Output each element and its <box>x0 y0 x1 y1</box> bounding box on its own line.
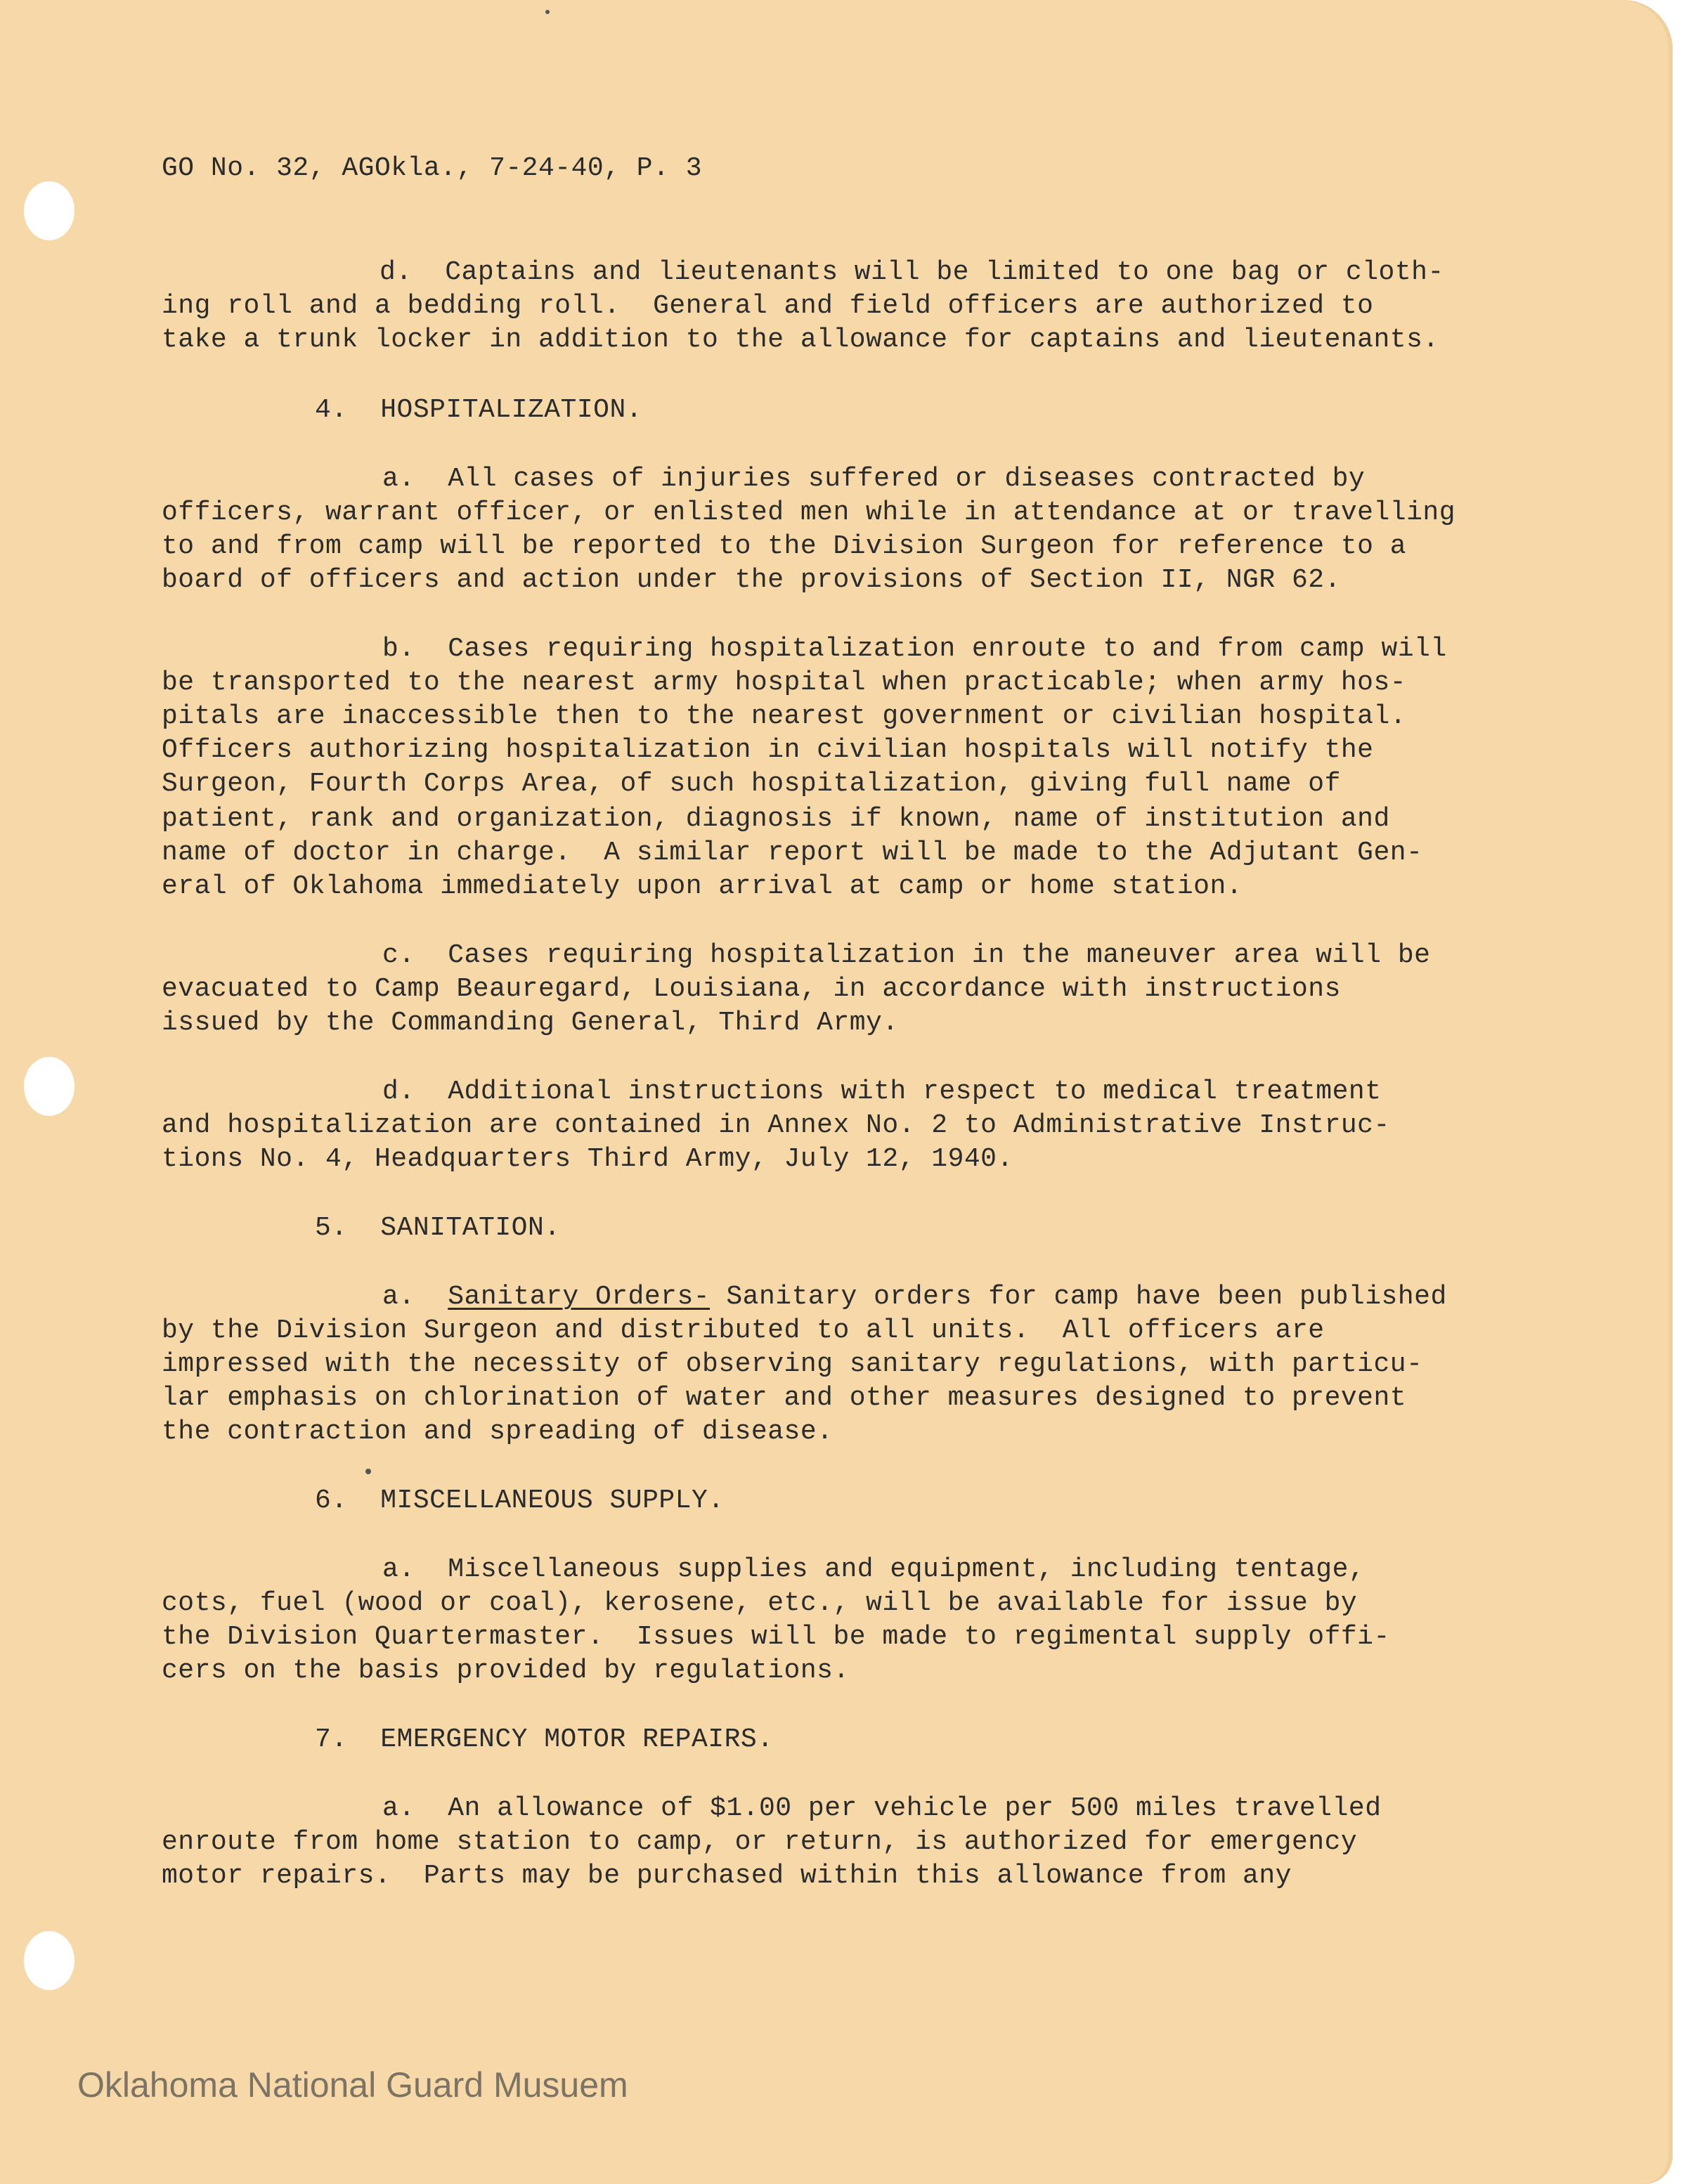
para-line: to and from camp will be reported to the Division Surgeon for reference to a <box>162 531 1407 561</box>
para-line: pitals are inaccessible then to the nearest government or civilian hospital. <box>162 701 1407 732</box>
para-text: Sanitary orders for camp have been published <box>710 1282 1447 1312</box>
para-line: Surgeon, Fourth Corps Area, of such hospitalization, giving full name of <box>162 769 1341 799</box>
section-heading-hospitalization: 4. HOSPITALIZATION. <box>315 395 643 425</box>
para-line: board of officers and action under the provisions of Section II, NGR 62. <box>162 565 1341 595</box>
para-line: enroute from home station to camp, or return, is authorized for emergency <box>162 1827 1358 1857</box>
paper-speck <box>545 10 550 14</box>
para-line: patient, rank and organization, diagnosis if known, name of institution and <box>162 804 1390 834</box>
para-line: a. An allowance of $1.00 per vehicle per 500 miles travelled <box>382 1793 1382 1824</box>
para-line: eral of Oklahoma immediately upon arrival at camp or home station. <box>162 871 1243 902</box>
binder-hole-bottom <box>24 1931 74 1990</box>
para-line: a. All cases of injuries suffered or diseases contracted by <box>382 464 1366 494</box>
para-line: impressed with the necessity of observing sanitary regulations, with particu- <box>162 1349 1423 1379</box>
para-line: cots, fuel (wood or coal), kerosene, etc., will be available for issue by <box>162 1588 1358 1618</box>
para-line: name of doctor in charge. A similar report will be made to the Adjutant Gen- <box>162 838 1423 868</box>
para-line: officers, warrant officer, or enlisted men while in attendance at or travelling <box>162 498 1455 528</box>
para-line: tions No. 4, Headquarters Third Army, July 12, 1940. <box>162 1144 1013 1174</box>
paper-speck <box>365 1469 371 1474</box>
para-line: b. Cases requiring hospitalization enroute to and from camp will <box>382 634 1447 664</box>
para-line: Officers authorizing hospitalization in civilian hospitals will notify the <box>162 735 1374 765</box>
section-heading-sanitation: 5. SANITATION. <box>315 1213 561 1243</box>
para-line: issued by the Commanding General, Third Army. <box>162 1008 899 1038</box>
sanitary-orders-title: Sanitary Orders- <box>448 1282 711 1312</box>
para-line: and hospitalization are contained in Annex No. 2 to Administrative Instruc- <box>162 1110 1390 1140</box>
para-label: a. <box>382 1282 448 1312</box>
para-line: d. Captains and lieutenants will be limited to one bag or cloth- <box>380 257 1444 287</box>
para-line-with-title <box>382 1282 1447 1312</box>
para-line: ing roll and a bedding roll. General and field officers are authorized to <box>162 291 1374 321</box>
para-line: the contraction and spreading of disease. <box>162 1417 834 1447</box>
para-line: lar emphasis on chlorination of water and other measures designed to prevent <box>162 1383 1407 1413</box>
para-line: take a trunk locker in addition to the allowance for captains and lieutenants. <box>162 325 1439 355</box>
para-line: the Division Quartermaster. Issues will be made to regimental supply offi- <box>162 1622 1390 1652</box>
para-line: motor repairs. Parts may be purchased within this allowance from any <box>162 1861 1292 1891</box>
page-header: GO No. 32, AGOkla., 7-24-40, P. 3 <box>162 153 703 183</box>
para-line: be transported to the nearest army hospital when practicable; when army hos- <box>162 668 1407 698</box>
para-line: cers on the basis provided by regulations. <box>162 1656 850 1686</box>
para-line: d. Additional instructions with respect to medical treatment <box>382 1077 1382 1107</box>
para-line: a. Miscellaneous supplies and equipment, including tentage, <box>382 1554 1366 1585</box>
museum-watermark: Oklahoma National Guard Musuem <box>77 2065 628 2105</box>
para-line: c. Cases requiring hospitalization in the maneuver area will be <box>382 940 1431 970</box>
para-line: by the Division Surgeon and distributed to all units. All officers are <box>162 1315 1325 1346</box>
section-heading-motor-repairs: 7. EMERGENCY MOTOR REPAIRS. <box>315 1724 774 1755</box>
para-line: evacuated to Camp Beauregard, Louisiana, in accordance with instructions <box>162 974 1341 1004</box>
section-heading-misc-supply: 6. MISCELLANEOUS SUPPLY. <box>315 1486 725 1516</box>
